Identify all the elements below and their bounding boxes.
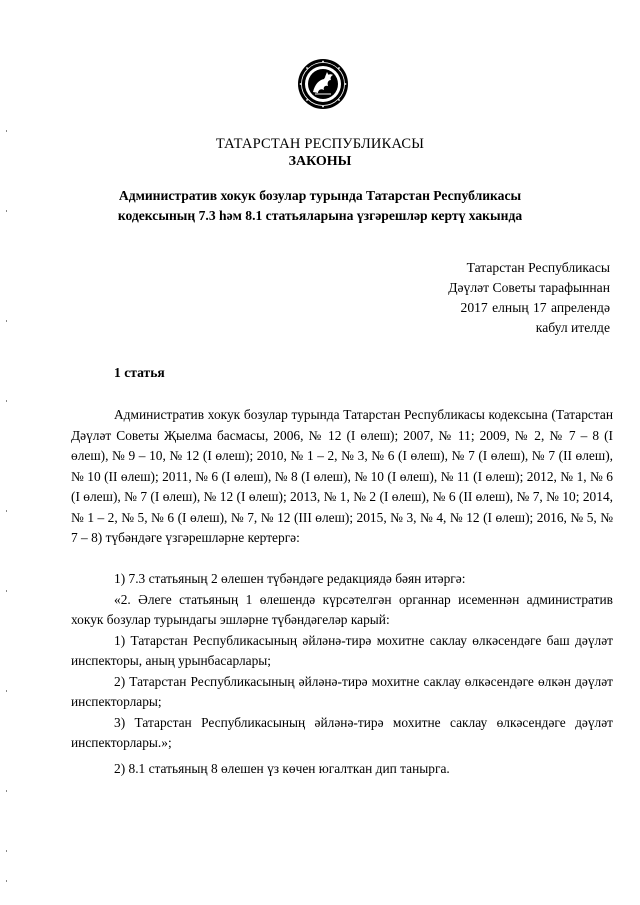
item-1: 1) 7.3 статьяның 2 өлешен түбәндәге редакциядә бәян итәргә: [114, 571, 466, 586]
article-item-2-block [71, 759, 613, 780]
adoption-line-2: Дәүләт Советы тарафыннан [448, 280, 610, 295]
subitem-1: 1) Татарстан Республикасының әйләнә-тирә мохитне саклау өлкәсендәге баш дәүләт инспекторы, аның урынбасарлары; [71, 632, 613, 668]
tatarstan-coat-of-arms-icon [297, 58, 349, 110]
item-1-quote: «2. Әлеге статьяның 1 өлешендә күрсәтелгән органнар исеменнән административ хокук бозулар турындагы эшләрне түбәндәгеләр карый: [71, 591, 613, 627]
item-2: 2) 8.1 статьяның 8 өлешен үз көчен югалткан дип танырга. [114, 761, 450, 776]
law-title-line-1: Административ хокук бозулар турында Татарстан Республикасы [118, 188, 522, 203]
republic-name: ТАТАРСТАН РЕСПУБЛИКАСЫ [215, 136, 425, 152]
adoption-date: 2017 елның 17 апрелендә [460, 300, 610, 315]
law-title [0, 186, 640, 226]
subitem-2: 2) Татарстан Республикасының әйләнә-тирә мохитне саклау өлкәсендәге өлкән дәүләт инспекторлары; [71, 673, 613, 709]
intro-paragraph: Административ хокук бозулар турында Татарстан Республикасы кодексына (Татарстан Дәүләт Советы Җыелма басмасы, 2006, № 12 (I өлеш); 2007, № 11; 2009, № 2, № 7 – 8 (I өлеш), № 9 – 10, № 12 (I өлеш); 2010, № 1 – 2, № 3, № 6 (I өлеш), № 7 (I өлеш), № 7 (II өлеш), № 10 (II өлеш); 2011, № 6 (I өлеш), № 8 (I өлеш), № 10 (I өлеш), № 11 (I өлеш); 2012, № 1, № 6 (I өлеш), № 7 (I өлеш), № 12 (I өлеш); 2013, № 1, № 2 (I өлеш), № 6 (II өлеш), № 7, № 10; 2014, № 1 – 2, № 5, № 6 (I өлеш), № 7, № 12 (III өлеш); 2015, № 3, № 4, № 12 (I өлеш); 2016, № 5, № 7 – 8) түбәндәге үзгәрешләрне кертергә: [71, 407, 613, 545]
article-heading: 1 статья [114, 365, 165, 380]
article-intro [71, 405, 613, 549]
law-title-line-2: кодексының 7.3 һәм 8.1 статьяларына үзгәрешләр кертү хакында [117, 208, 523, 223]
adoption-line-4: кабул ителде [535, 320, 610, 335]
article-items [71, 569, 613, 754]
subitem-3: 3) Татарстан Республикасының әйләнә-тирә мохитне саклау өлкәсендәге дәүләт инспекторлары.»; [71, 714, 613, 750]
adoption-block [448, 258, 610, 338]
adoption-line-1: Татарстан Республикасы [466, 260, 610, 275]
law-label: ЗАКОНЫ [288, 154, 352, 169]
scan-margin-dots [6, 90, 8, 900]
